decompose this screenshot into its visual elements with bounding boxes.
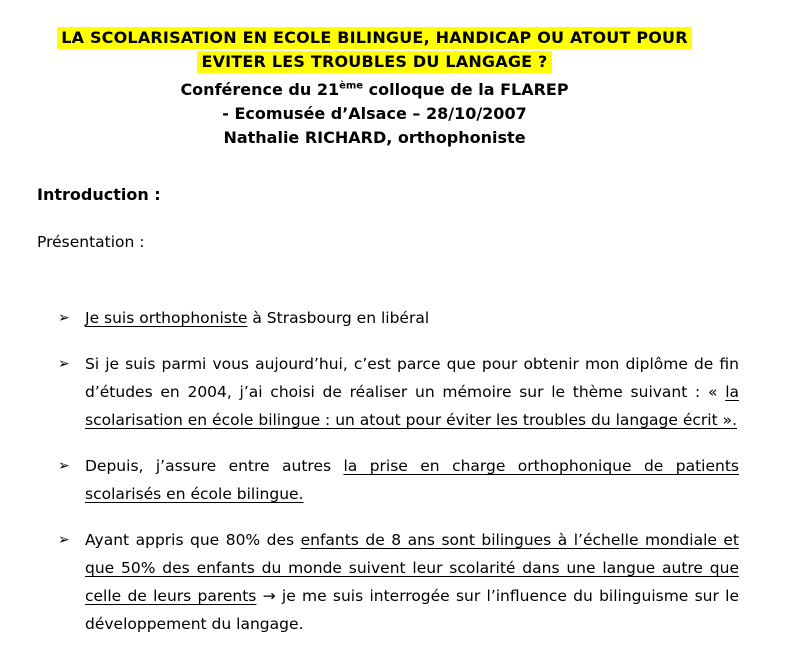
arrowhead-bullet-icon: ➢ [58,310,70,326]
title-highlight: LA SCOLARISATION EN ECOLE BILINGUE, HANDICAP OU ATOUT POUR [57,27,692,49]
list-item [58,452,739,508]
document-title-line-2 [36,50,713,74]
presentation-heading: Présentation : [37,233,145,251]
arrowhead-bullet-icon: ➢ [58,532,70,548]
text-segment: Ayant appris que 80% des [85,531,301,549]
bullet-list [58,304,739,638]
venue-date-line: - Ecomusée d’Alsace – 28/10/2007 [222,104,527,123]
arrowhead-bullet-icon: ➢ [58,356,70,372]
text-segment: → je me suis interrogée sur l’influence du bilinguisme sur le développement du langage. [85,587,739,633]
list-item [58,304,739,332]
arrowhead-bullet-icon: ➢ [58,458,70,474]
author-line: Nathalie RICHARD, orthophoniste [223,128,526,147]
conference-text-prefix: Conférence du 21 [180,80,340,99]
list-item [58,526,739,638]
ordinal-superscript: ème [339,80,364,92]
conference-line [36,78,713,102]
underlined-text-segment: enfants de 8 ans sont bilingues à l’échelle mondiale et que 50% des enfants du monde suivent leur scolarité dans une langue autre que celle de leurs parents [85,531,740,605]
list-item [58,350,739,434]
document-title-line-1 [36,26,713,50]
document-header [36,26,713,150]
text-segment: Si je suis parmi vous aujourd’hui, c’est parce que pour obtenir mon diplôme de fin d’études en 2004, j’ai choisi de réaliser un mémoire sur le thème suivant : « [85,355,739,401]
underlined-text-segment: la prise en charge orthophonique de patients scolarisés en école bilingue. [85,457,739,503]
text-segment: Depuis, j’assure entre autres [85,457,344,475]
introduction-heading: Introduction : [37,185,161,204]
underlined-text-segment: la scolarisation en école bilingue : un atout pour éviter les troubles du langage écrit ». [85,383,739,429]
conference-text-suffix: colloque de la FLAREP [363,80,569,99]
text-segment: à Strasbourg en libéral [247,309,430,327]
title-highlight: EVITER LES TROUBLES DU LANGAGE ? [197,51,551,73]
underlined-text-segment: Je suis orthophoniste [85,309,248,327]
